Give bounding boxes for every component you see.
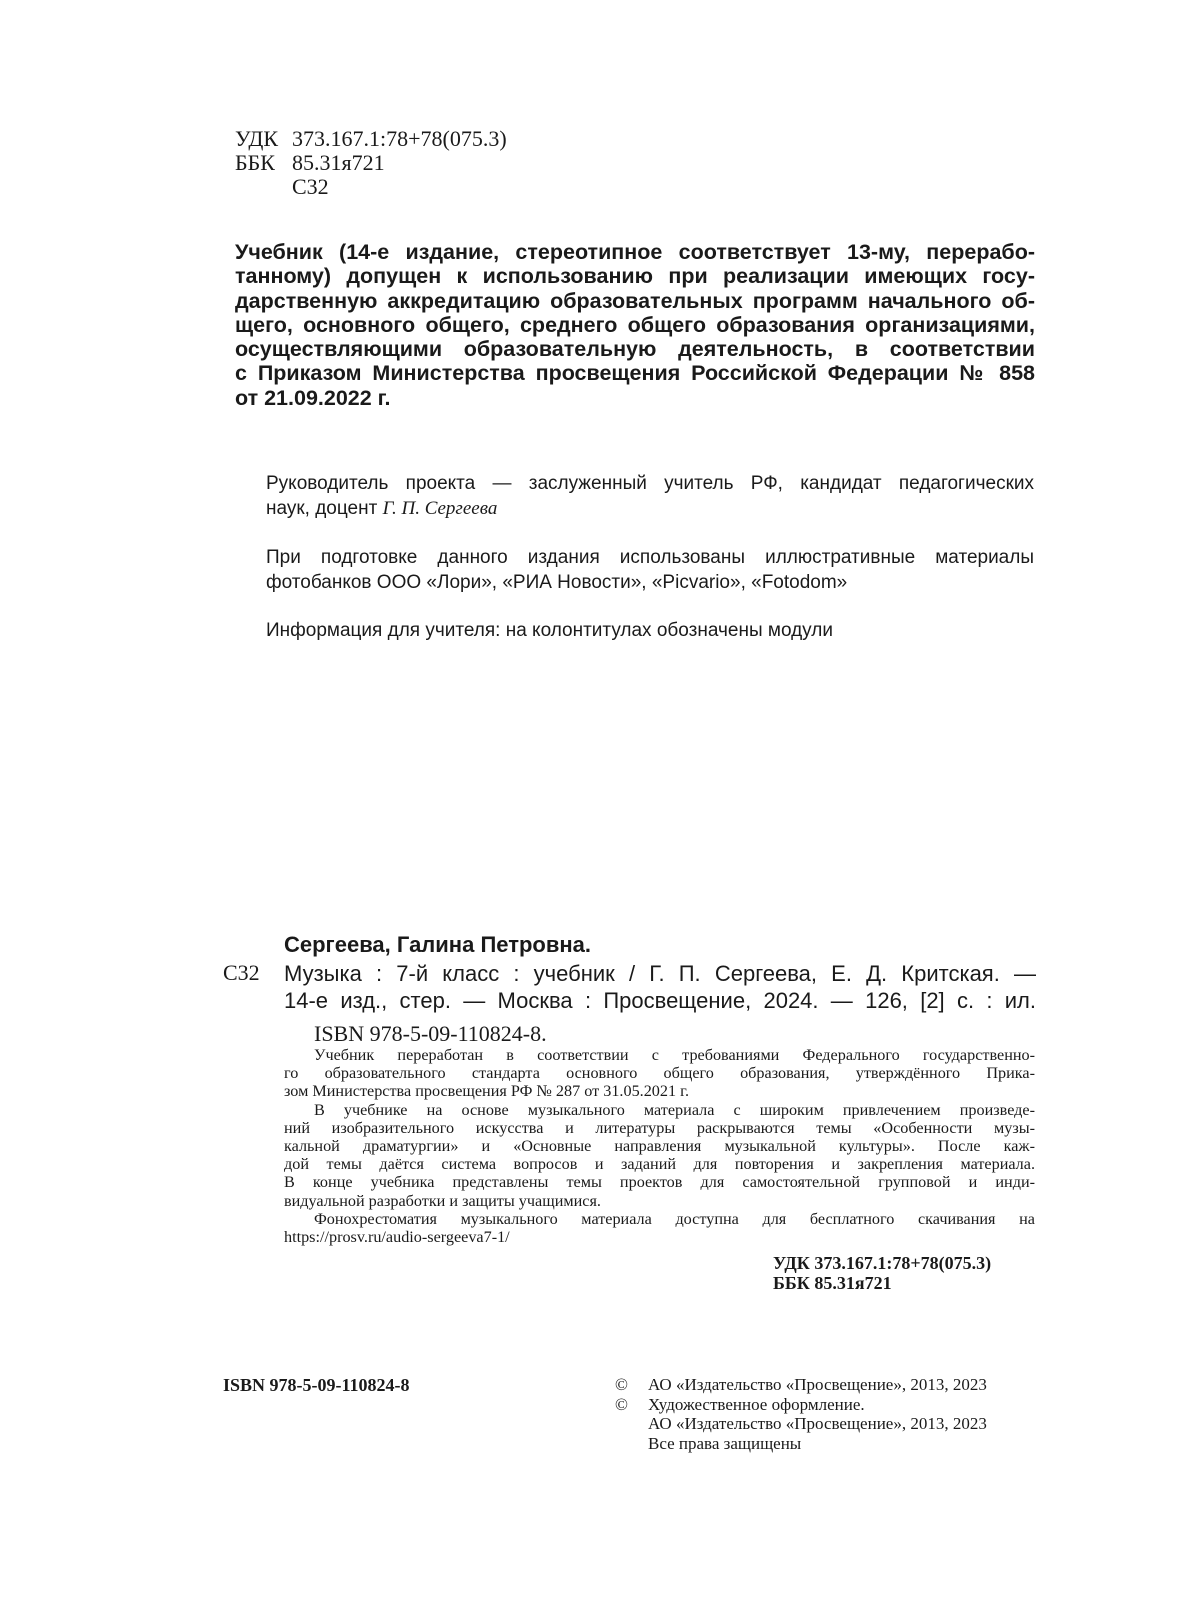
bbk-row [235, 151, 507, 175]
illustrations-line: При подготовке данного издания использованы иллюстративные материалы [266, 547, 1034, 568]
teacher-info-line: Информация для учителя: на колонтитулах обозначены модули [266, 620, 833, 641]
project-head-line [266, 497, 1034, 522]
approval-paragraph [235, 240, 1035, 410]
project-head [266, 472, 1034, 521]
copyright-block [615, 1375, 987, 1453]
project-head-prefix: наук, доцент [266, 497, 383, 519]
bbk-label: ББК [235, 150, 275, 175]
annotation-line: видуальной разработки и защиты учащимися. [284, 1191, 601, 1210]
annotation-line: кальной драматургии» и «Основные направления музыкальной культуры». После каж- [284, 1137, 1035, 1156]
teacher-info [266, 619, 1034, 644]
annotation-line: ний изобразительного искусства и литературы раскрываются темы «Особенности музы- [284, 1118, 1035, 1137]
udk-label: УДК [235, 126, 279, 151]
approval-line: с Приказом Министерства просвещения Российской Федерации № 858 [235, 361, 1035, 386]
rights-reserved: Все права защищены [648, 1433, 802, 1453]
annotation-line: Фонохрестоматия музыкального материала доступна для бесплатного скачивания на [314, 1209, 1035, 1228]
copyright-row [615, 1414, 987, 1434]
annotation-line: Учебник переработан в соответствии с требованиями Федерального государственно- [314, 1046, 1035, 1064]
udk-bottom [773, 1253, 991, 1293]
illustrations-line: фотобанков ООО «Лори», «РИА Новости», «Picvario», «Fotodom» [266, 571, 848, 593]
project-head-line: Руководитель проекта — заслуженный учитель РФ, кандидат педагогических [266, 473, 1034, 494]
copyright-design: Художественное оформление. [648, 1394, 865, 1414]
annotation-line: го образовательного стандарта основного общего образования, утверждённого Прика- [284, 1064, 1035, 1083]
copyright-row [615, 1395, 987, 1415]
annotation-line: дой темы даётся система вопросов и заданий для повторения и закрепления материала. [284, 1155, 1035, 1174]
copyright-row [615, 1434, 987, 1454]
project-head-name: Г. П. Сергеева [382, 497, 498, 519]
approval-line: Учебник (14-е издание, стереотипное соответствует 13-му, перерабо- [235, 240, 1035, 264]
approval-line: от 21.09.2022 г. [235, 385, 391, 410]
udk-bottom-bbk: ББК 85.31я721 [773, 1273, 892, 1293]
copyright-icon: © [615, 1394, 628, 1414]
classification-block [235, 127, 507, 199]
card-author: Сергеева, Галина Петровна. [284, 932, 592, 957]
copyright-icon: © [615, 1375, 628, 1394]
udk-row [235, 127, 507, 151]
udk-bottom-udk: УДК 373.167.1:78+78(075.3) [773, 1253, 992, 1273]
annotation-line: В учебнике на основе музыкального материала с широким привлечением произведе- [314, 1100, 1035, 1119]
annotation-line: В конце учебника представлены темы проектов для самостоятельной групповой и инди- [284, 1173, 1035, 1192]
annotation-line: зом Министерства просвещения РФ № 287 от 31.05.2021 г. [284, 1082, 689, 1101]
bbk-value: 85.31я721 [292, 150, 385, 175]
card-description [284, 960, 1036, 1014]
annotation-url: https://prosv.ru/audio-sergeeva7-1/ [284, 1228, 510, 1247]
author-mark-row [235, 175, 507, 199]
approval-line: щего, основного общего, среднего общего образования организациями, [235, 312, 1035, 337]
approval-line: дарственную аккредитацию образовательных программ начального об- [235, 288, 1035, 313]
copyright-row [615, 1375, 987, 1395]
udk-value: 373.167.1:78+78(075.3) [292, 126, 507, 151]
copyright-publisher: АО «Издательство «Просвещение», 2013, 2023 [648, 1375, 987, 1394]
card-description-line: 14-е изд., стер. — Москва : Просвещение, 2024. — 126, [2] с. : ил. [284, 988, 1036, 1013]
card-isbn: ISBN 978-5-09-110824-8. [314, 1021, 547, 1046]
annotation [284, 1046, 1035, 1246]
author-mark: С32 [292, 174, 329, 199]
copyright-publisher-design: АО «Издательство «Просвещение», 2013, 2023 [648, 1414, 987, 1433]
card-code: С32 [223, 960, 260, 985]
illustrations-note [266, 546, 1034, 595]
approval-line: осуществляющими образовательную деятельность, в соответствии [235, 337, 1035, 362]
approval-line: танному) допущен к использованию при реализации имеющих госу- [235, 264, 1035, 289]
isbn-footer: ISBN 978-5-09-110824-8 [223, 1375, 410, 1395]
card-description-line: Музыка : 7-й класс : учебник / Г. П. Сергеева, Е. Д. Критская. — [284, 961, 1036, 986]
